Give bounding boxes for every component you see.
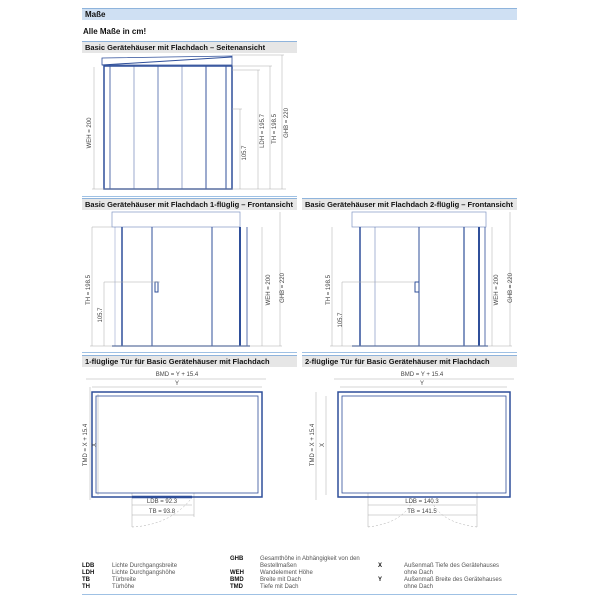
svg-text:BMD = Y + 15.4: BMD = Y + 15.4 [400, 372, 444, 378]
svg-text:LDB = 92.3: LDB = 92.3 [146, 499, 178, 505]
section-title-front-2: Basic Gerätehäuser mit Flachdach 2-flüglig – Frontansicht [302, 198, 517, 210]
legend-col-2: GHB Gesamthöhe in Abhängigkeit von den Bestellmaßen WEH Wandelement Höhe BMD Breite mit Dach TMD Tiefe mit Dach [230, 556, 360, 590]
svg-text:GHB = 220: GHB = 220 [508, 273, 514, 303]
svg-text:TB = 93.8: TB = 93.8 [148, 509, 176, 515]
divider [82, 196, 297, 197]
footer-divider [82, 594, 517, 595]
side-view-drawing [82, 53, 300, 193]
divider [82, 352, 297, 353]
front-view-2-drawing [302, 210, 520, 350]
svg-text:TH = 198.5: TH = 198.5 [326, 275, 332, 305]
svg-text:TH = 198.5: TH = 198.5 [272, 114, 278, 144]
svg-text:LDB = 140.3: LDB = 140.3 [405, 499, 439, 505]
svg-text:Y: Y [419, 381, 425, 387]
svg-text:LDH = 195.7: LDH = 195.7 [260, 114, 266, 148]
units-note: Alle Maße in cm! [83, 27, 147, 36]
legend-col-3: X Außenmaß Tiefe des Gerätehauses ohne Dach Y Außenmaß Breite des Gerätehauses ohne Dach [378, 563, 502, 590]
svg-text:TH = 198.5: TH = 198.5 [86, 275, 92, 305]
section-title-plan-1: 1-flüglige Tür für Basic Gerätehäuser mit Flachdach [82, 355, 297, 367]
svg-text:105.7: 105.7 [338, 312, 344, 328]
svg-text:GHB = 220: GHB = 220 [280, 273, 286, 303]
page-header: Maße [82, 8, 517, 20]
svg-text:105.7: 105.7 [98, 307, 104, 323]
svg-text:WEH = 200: WEH = 200 [494, 274, 500, 306]
section-title-front-1: Basic Gerätehäuser mit Flachdach 1-flüglig – Frontansicht [82, 198, 297, 210]
svg-text:Y: Y [174, 381, 180, 387]
svg-text:BMD = Y + 15.4: BMD = Y + 15.4 [155, 372, 199, 378]
divider [302, 352, 517, 353]
svg-text:TMD = X + 15.4: TMD = X + 15.4 [83, 423, 89, 467]
legend-col-1: LDB Lichte Durchgangsbreite LDH Lichte Durchgangshöhe TB Türbreite TH Türhöhe [82, 563, 178, 590]
svg-text:WEH = 200: WEH = 200 [266, 274, 272, 306]
svg-text:X: X [320, 442, 326, 448]
section-title-side-view: Basic Gerätehäuser mit Flachdach – Seitenansicht [82, 41, 297, 53]
svg-text:TMD = X + 15.4: TMD = X + 15.4 [310, 423, 316, 467]
front-view-1-drawing [82, 210, 300, 350]
plan-view-1-drawing [82, 367, 300, 532]
dim-weh: WEH = 200 [87, 117, 93, 149]
svg-text:GHB = 220: GHB = 220 [284, 108, 290, 138]
svg-text:TB = 141.5: TB = 141.5 [407, 509, 437, 515]
svg-text:105.7: 105.7 [242, 145, 248, 161]
section-title-plan-2: 2-flüglige Tür für Basic Gerätehäuser mit Flachdach [302, 355, 517, 367]
plan-view-2-drawing [302, 367, 520, 532]
svg-text:X: X [92, 442, 98, 448]
